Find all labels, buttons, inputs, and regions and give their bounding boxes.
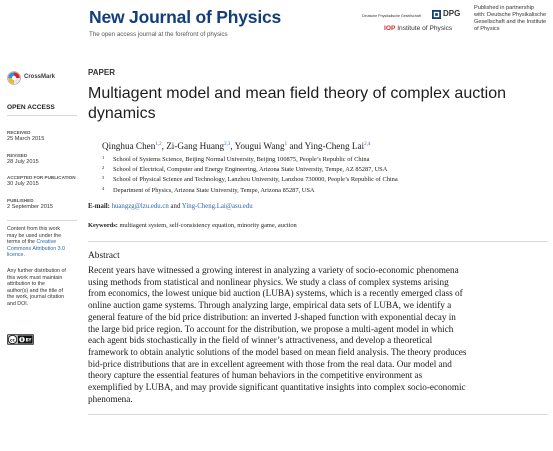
abstract-line: each agent bids stochastically in the field of winner’s attractiveness, and develop a theoretical [88,335,433,346]
affiliation-item [102,155,398,165]
partnership-line: Published in partnership [474,5,535,11]
dpg-logo-icon [432,10,441,19]
date-accepted [7,175,76,187]
author-separator: , [230,141,235,151]
license-line [7,252,81,259]
keywords [88,222,297,229]
keywords-text: multiagent system, self-consistency equation, minority game, auction [119,222,297,229]
affiliation-item [102,175,398,185]
date-label: RECEIVED [7,130,31,135]
partnership-line: with: Deutsche Physikalische [474,12,547,18]
author-affiliation-ref: 2,3 [224,142,231,147]
email-link[interactable]: Ying-Cheng.Lai@asu.edu [181,203,253,210]
divider [88,414,548,415]
journal-header [0,0,553,58]
author-separator: , [161,141,167,151]
abstract-line: framework to obtain analytic solutions of the model based on mean field analysis. The theory produces [88,346,467,357]
author-name[interactable]: Qinghua Chen [102,141,156,151]
license-line: may be used under the [7,232,62,239]
distribution-line: Any further distribution of [7,268,66,274]
divider [88,241,548,242]
affiliation-number: 2 [102,165,105,171]
email-joiner: and [168,203,182,210]
affiliation-number: 3 [102,175,105,181]
divider [7,220,77,221]
date-value: 28 July 2015 [7,159,39,165]
license-link[interactable]: licence. [7,252,25,258]
iop-mark: IOP [384,25,396,32]
divider [7,115,77,116]
date-label: REVISED [7,153,28,158]
article-title [88,84,538,123]
abstract-line: theory capture the essential features of human behaviors in the competitive environment as [88,370,423,381]
abstract-line: online auction game systems. Through analyzing large, empirical data sets of LUBA, we identify a [88,300,452,311]
partnership-line: of Physics [474,26,500,32]
abstract-line: bid-price distributions that are in excellent agreement with those from the real data. Our model and [88,358,452,369]
abstract-heading: Abstract [88,251,120,261]
svg-text:BY: BY [25,337,32,343]
date-value: 25 March 2015 [7,136,45,142]
license-note [7,226,81,259]
distribution-line: and DOI. [7,300,29,307]
crossmark-label: CrossMark [24,74,56,80]
keywords-label: Keywords: [88,222,118,229]
affiliation-number: 1 [102,155,105,160]
affiliation-text: School of Systems Science, Beijing Normal University, Beijing 100875, People’s Republic of China [113,156,370,163]
affiliation-list [102,155,398,196]
date-value: 30 July 2015 [7,181,39,187]
abstract-line: exemplified by LUBA, and may provide significant quantitative insights into complex socio-economic [88,382,466,393]
email-link[interactable]: huangzg@lzu.edu.cn [111,203,169,210]
article-type: PAPER [88,68,115,77]
author-affiliation-ref: 2,4 [364,142,371,147]
affiliation-number: 4 [102,185,105,191]
title-line: dynamics [88,104,156,122]
date-published [7,198,53,210]
partnership-line: Gesellschaft and the Institute [474,19,547,25]
dpg-label: DPG [443,9,461,18]
license-link[interactable]: Creative [36,239,57,245]
corresponding-email [88,203,253,210]
author-list [102,141,370,151]
distribution-line: author(s) and the title of [7,287,63,294]
iop-logo [384,25,452,32]
crossmark-icon [7,71,21,85]
author-name[interactable]: Zi-Gang Huang [166,141,225,151]
date-label: PUBLISHED [7,198,34,203]
abstract-text [88,265,548,405]
iop-text: Institute of Physics [397,25,453,32]
cc-by-license-icon[interactable] [7,334,34,345]
abstract-line: general feature of the bid price distribution: an inverted J-shaped function with exponential decay in [88,311,456,322]
dpg-society-text: Deutsche Physikalische Gesellschaft [362,14,421,18]
author-affiliation-ref: 1 [284,142,288,147]
abstract-line: the large bid price region. To account for the distribution, we propose a multi-agent model in which [88,323,454,334]
title-line: Multiagent model and mean field theory of complex auction [88,85,507,102]
affiliation-text: Department of Physics, Arizona State University, Tempe, Arizona 85287, USA [113,186,315,194]
affiliation-text: School of Electrical, Computer and Energy Engineering, Arizona State University, Tempe, AZ 85287, USA [113,166,388,174]
open-access-label: OPEN ACCESS [7,104,55,111]
date-value: 2 September 2015 [7,204,54,210]
abstract-line: from economics, the lowest unique bid auction (LUBA) systems, which is a recently emerged class of [88,288,463,299]
abstract-line: using methods from statistical and nonlinear physics. We study a class of complex systems arising [88,276,449,287]
date-received [7,130,44,142]
journal-tagline: The open access journal at the forefront of physics [89,31,228,38]
author-affiliation-ref: 1,2 [155,142,162,147]
date-revised [7,153,39,165]
distribution-line: this work must maintain [7,274,63,281]
distribution-line: attribution to the [7,281,45,287]
affiliation-text: School of Physical Science and Technology, Lanzhou University, Lanzhou 730000, People’s Republic of China [113,176,398,184]
svg-text:cc: cc [10,337,15,343]
author-name[interactable]: Yougui Wang [234,141,285,151]
author-name[interactable]: Ying-Cheng Lai [304,141,365,151]
abstract-line: Recent years have witnessed a growing interest in analyzing a variety of socio-economic phenomena [88,265,459,275]
date-label: ACCEPTED FOR PUBLICATION [7,175,76,180]
license-line: Content from this work [7,226,60,232]
license-link[interactable]: Commons Attribution 3.0 [7,245,65,252]
email-label: E-mail: [88,203,110,210]
journal-name[interactable]: New Journal of Physics [89,7,282,27]
distribution-note [7,268,81,307]
affiliation-item [102,186,398,196]
license-line-text: terms of the [7,239,37,245]
distribution-line: the work, journal citation [7,294,65,300]
partnership-note [474,5,553,33]
affiliation-item [102,165,398,175]
abstract-line: phenomena. [88,393,133,404]
author-separator: and [287,141,305,151]
